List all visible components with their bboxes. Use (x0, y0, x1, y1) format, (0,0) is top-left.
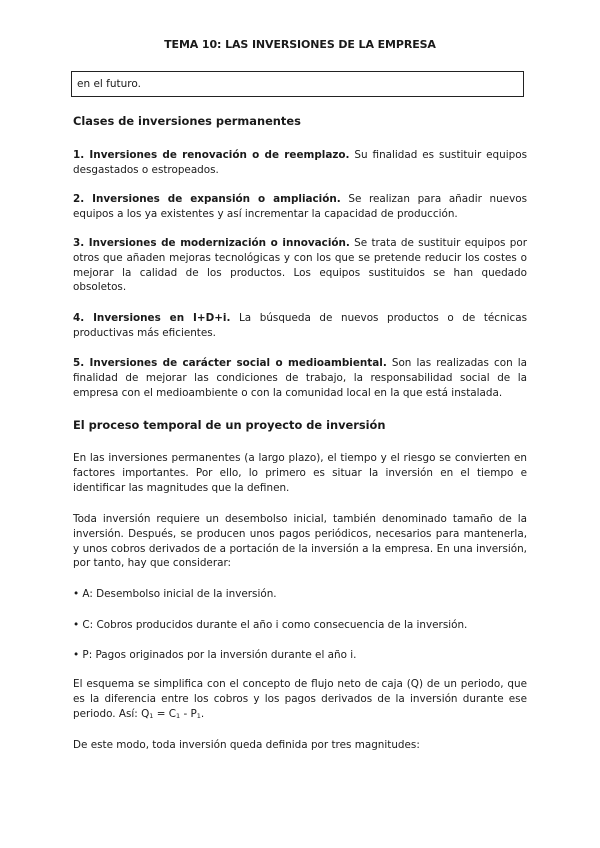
list-item (73, 356, 527, 400)
section-heading: El proceso temporal de un proyecto de inversión (73, 418, 386, 432)
item-text: Su finalidad es sustituir equipos desgastados o estropeados. (73, 149, 527, 176)
section-investment-types (73, 114, 527, 129)
paragraph-text: Toda inversión requiere un desembolso inicial, también denominado tamaño de la inversión. Después, se producen unos pagos periódicos, necesarios para mantenerla, y unos cobros derivados de a portación de la inversión a la empresa. En una inversión, por tanto, hay que considerar: (73, 513, 527, 570)
paragraph-text: El esquema se simplifica con el concepto de flujo neto de caja (Q) de un periodo, que es la diferencia entre los cobros y los pagos derivados de la inversión durante ese periodo. Así: (73, 678, 527, 720)
paragraph (73, 451, 527, 495)
paragraph-text: En las inversiones permanentes (a largo plazo), el tiempo y el riesgo se convierten en factores importantes. Por ello, lo primero es situar la inversión en el tiempo e identificar las magnitudes que la definen. (73, 452, 527, 494)
bullet-item (73, 618, 527, 633)
paragraph (73, 738, 527, 753)
item-title: 5. Inversiones de carácter social o medioambiental. (73, 357, 387, 369)
page-title: TEMA 10: LAS INVERSIONES DE LA EMPRESA (164, 38, 436, 51)
item-title: 3. Inversiones de modernización o innovación. (73, 237, 350, 249)
list-item (73, 311, 527, 341)
paragraph (73, 512, 527, 571)
formula-end: . (200, 707, 205, 720)
list-item (73, 148, 527, 178)
bullet-item (73, 648, 527, 663)
formula (141, 708, 204, 720)
section-temporal-process (73, 418, 527, 433)
item-text: Se trata de sustituir equipos por otros que añaden mejoras tecnológicas y con los que se pretende reducir los costes o mejorar la calidad de los productos. Los equipos sustituidos se han quedado obsoletos. (73, 237, 527, 294)
formula-c: = C (153, 707, 176, 720)
continuation-box: en el futuro. (71, 71, 524, 97)
list-item (73, 192, 527, 222)
list-item (73, 236, 527, 295)
item-title: 4. Inversiones en I+D+i. (73, 312, 231, 324)
bullet-text: • P: Pagos originados por la inversión durante el año i. (73, 649, 357, 661)
item-text: La búsqueda de nuevos productos o de técnicas productivas más eficientes. (73, 312, 527, 339)
formula-subscript: 1 (176, 711, 181, 720)
item-title: 2. Inversiones de expansión o ampliación. (73, 193, 341, 205)
paragraph-text: De este modo, toda inversión queda definida por tres magnitudes: (73, 739, 420, 751)
paragraph (73, 677, 527, 721)
formula-subscript: 1 (149, 711, 154, 720)
bullet-item (73, 587, 527, 602)
formula-subscript: 1 (196, 711, 201, 720)
bullet-text: • C: Cobros producidos durante el año i como consecuencia de la inversión. (73, 619, 468, 631)
formula-q: Q (141, 707, 150, 720)
formula-p: - P (180, 707, 197, 720)
item-text: Son las realizadas con la finalidad de mejorar las condiciones de trabajo, la responsabilidad social de la empresa con el medioambiente o con la comunidad local en la que está instalada. (73, 357, 528, 399)
bullet-text: • A: Desembolso inicial de la inversión. (73, 588, 277, 600)
item-title: 1. Inversiones de renovación o de reemplazo. (73, 149, 350, 161)
item-text: Se realizan para añadir nuevos equipos a los ya existentes y así incrementar la capacidad de producción. (73, 193, 527, 220)
section-heading: Clases de inversiones permanentes (73, 114, 301, 128)
